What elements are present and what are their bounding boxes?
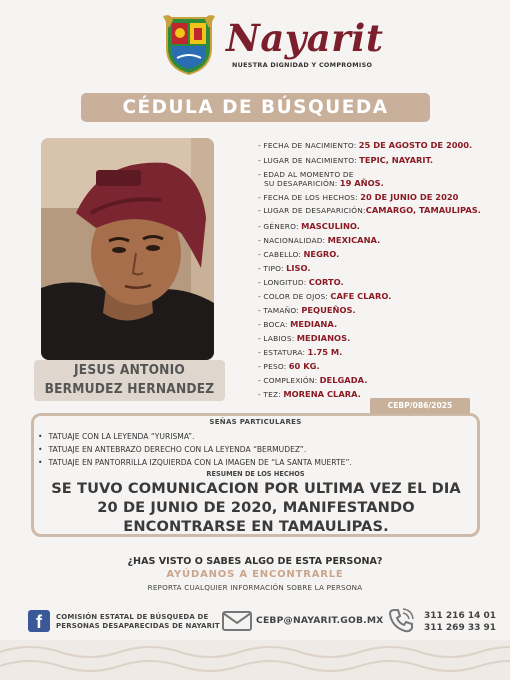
- report-text: REPORTA CUALQUIER INFORMACIÓN SOBRE LA PERSONA: [147, 583, 363, 592]
- fact-row: - CABELLO: NEGRO.: [258, 249, 340, 259]
- facebook-line-1: COMISIÓN ESTATAL DE BÚSQUEDA DE: [56, 613, 209, 621]
- help-text: AYÚDANOS A ENCONTRARLE: [166, 569, 344, 580]
- email-link[interactable]: CEBP@NAYARIT.GOB.MX: [256, 615, 384, 626]
- mark-item: • TATUAJE CON LA LEYENDA “YURISMA”.: [38, 432, 194, 441]
- fact-row: - PESO: 60 KG.: [258, 361, 320, 371]
- brand-tagline: NUESTRA DIGNIDAD Y COMPROMISO: [232, 61, 373, 69]
- mark-item: • TATUAJE EN ANTEBRAZO DERECHO CON LA LEYENDA “BERMUDEZ”.: [38, 445, 306, 454]
- fact-row: - FECHA DE NACIMIENTO: 25 DE AGOSTO DE 2000.: [258, 140, 473, 150]
- fact-row: - BOCA: MEDIANA.: [258, 319, 338, 329]
- facebook-page-link[interactable]: [56, 613, 220, 631]
- footer-pattern: [0, 640, 510, 680]
- fact-row: SU DESAPARICIÓN: 19 AÑOS.: [264, 178, 384, 188]
- phone-icon: [388, 608, 414, 634]
- fact-row: - GÉNERO: MASCULINO.: [258, 221, 360, 231]
- marks-title: SEÑAS PARTICULARES: [209, 418, 302, 426]
- mark-item: • TATUAJE EN PANTORRILLA IZQUIERDA CON LA IMAGEN DE “LA SANTA MUERTE”.: [38, 458, 352, 467]
- case-code: CEBP/086/2025: [370, 398, 470, 414]
- coat-of-arms-icon: [163, 14, 215, 76]
- phone-number-1[interactable]: 311 216 14 01: [424, 611, 497, 621]
- fact-row: - TEZ: MORENA CLARA.: [258, 389, 361, 399]
- fact-row: - TAMAÑO: PEQUEÑOS.: [258, 305, 356, 315]
- fact-row: - LONGITUD: CORTO.: [258, 277, 344, 287]
- summary-text: SE TUVO COMUNICACION POR ULTIMA VEZ EL DIA 20 DE JUNIO DE 2020, MANIFESTANDO ENCONTRARSE EN TAMAULIPAS.: [51, 480, 461, 535]
- facebook-line-2: PERSONAS DESAPARECIDAS DE NAYARIT: [56, 622, 220, 630]
- fact-row: - ESTATURA: 1.75 M.: [258, 347, 343, 357]
- person-last-name: BERMUDEZ HERNANDEZ: [44, 381, 215, 397]
- fact-row: - FECHA DE LOS HECHOS: 20 DE JUNIO DE 2020: [258, 192, 459, 202]
- fact-row: - LABIOS: MEDIANOS.: [258, 333, 351, 343]
- fact-row: - NACIONALIDAD: MEXICANA.: [258, 235, 381, 245]
- fact-row: - LUGAR DE NACIMIENTO: TEPIC, NAYARIT.: [258, 155, 434, 165]
- facebook-icon[interactable]: f: [28, 610, 50, 632]
- fact-row: - COMPLEXIÓN: DELGADA.: [258, 375, 368, 385]
- fact-row: - LUGAR DE DESAPARICIÓN:CAMARGO, TAMAULIPAS.: [258, 205, 481, 215]
- fact-row: - EDAD AL MOMENTO DE: [258, 170, 354, 179]
- fact-row: - TIPO: LISO.: [258, 263, 311, 273]
- phone-number-2[interactable]: 311 269 33 91: [424, 623, 497, 633]
- question-text: ¿HAS VISTO O SABES ALGO DE ESTA PERSONA?: [127, 556, 383, 567]
- page-title: CÉDULA DE BÚSQUEDA: [81, 93, 430, 122]
- mail-icon: [222, 611, 252, 631]
- phone-numbers[interactable]: [424, 610, 496, 634]
- person-photo: [41, 138, 214, 360]
- person-first-name: JESUS ANTONIO: [74, 362, 185, 378]
- fact-row: - COLOR DE OJOS: CAFE CLARO.: [258, 291, 392, 301]
- brand-name: Nayarit: [226, 16, 384, 60]
- summary-title: RESUMEN DE LOS HECHOS: [206, 470, 305, 478]
